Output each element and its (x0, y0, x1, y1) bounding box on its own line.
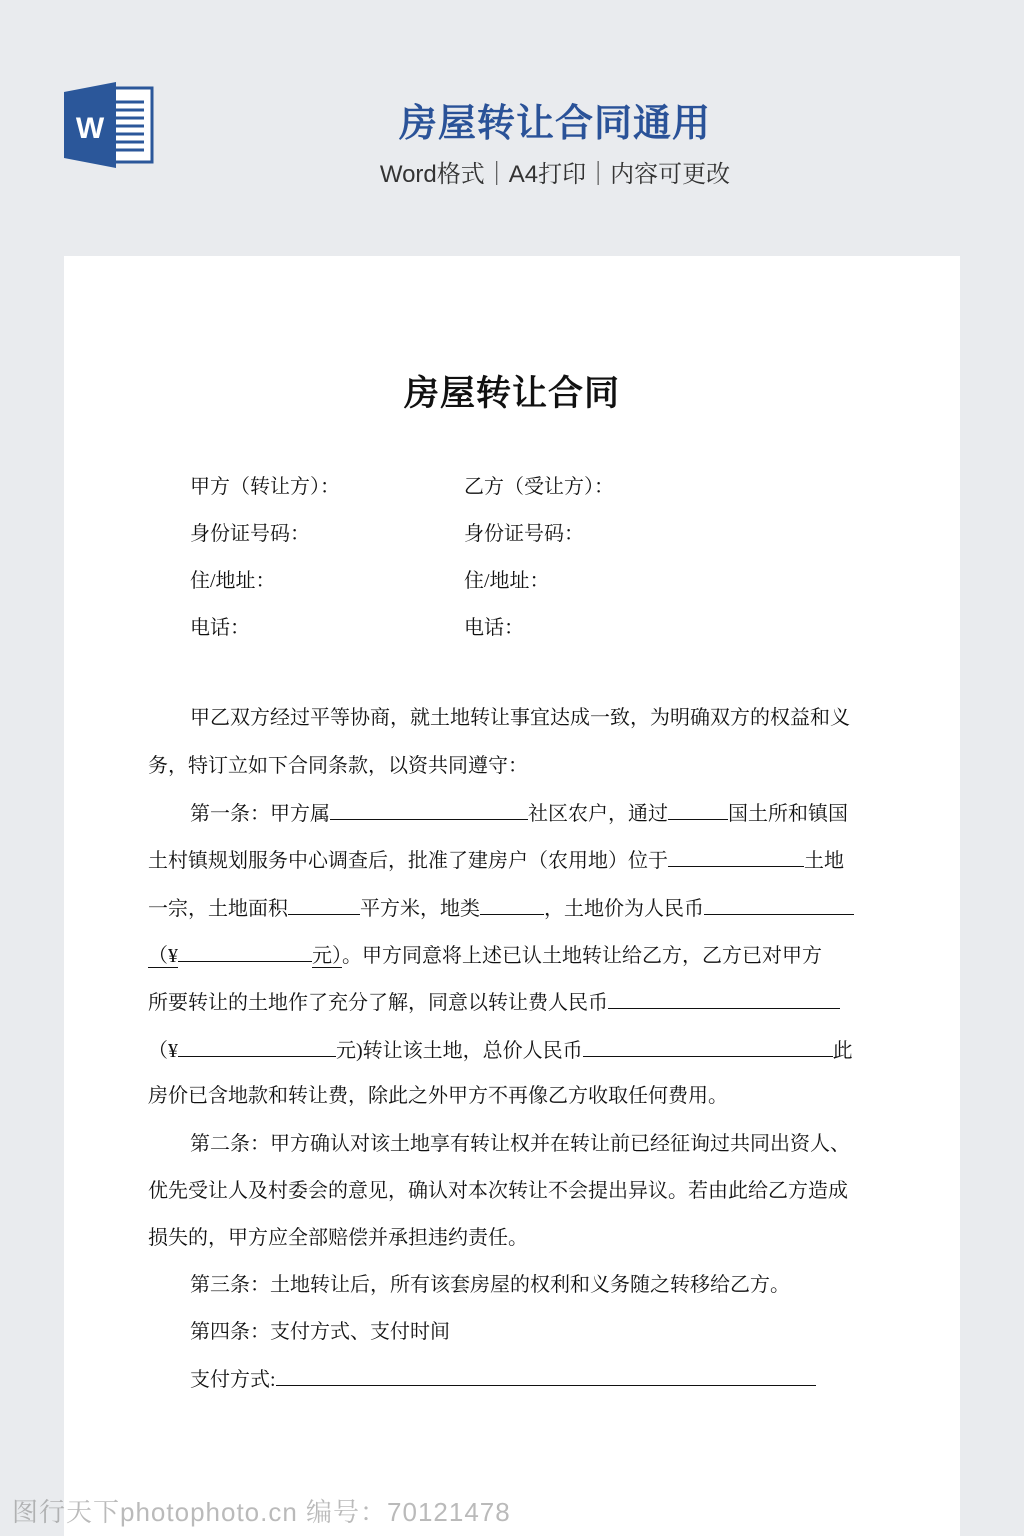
article-1-text: 此 (832, 1040, 853, 1062)
blank-community (330, 799, 528, 820)
article-1-text: 第一条：甲方属 (190, 803, 330, 825)
document-title: 房屋转让合同 (403, 374, 620, 413)
party-name-row (190, 470, 890, 500)
party-b-name-label: 乙方（受让方）： (464, 476, 614, 498)
article-1-line-6 (148, 1036, 853, 1065)
article-4: 第四条：支付方式、支付时间 (190, 1321, 450, 1343)
blank-area (288, 894, 360, 915)
article-1-line-1 (190, 799, 848, 828)
svg-text:W: W (75, 112, 105, 145)
blank-total-price (583, 1036, 833, 1057)
article-1-line-7: 房价已含地款和转让费，除此之外甲方不再像乙方收取任何费用。 (148, 1085, 728, 1107)
party-a-address-label: 住/地址： (190, 570, 276, 592)
blank-location (668, 846, 804, 867)
banner-subtitle: Word格式｜A4打印｜内容可更改 (379, 161, 731, 188)
blank-land-type (480, 894, 544, 915)
article-1-text: 元） (312, 945, 342, 967)
article-2-line-2: 优先受让人及村委会的意见，确认对本次转让不会提出异议。若由此给乙方造成 (148, 1180, 848, 1202)
article-1-text: 元)转让该土地，总价人民币 (336, 1040, 583, 1062)
party-a-name-label: 甲方（转让方）： (190, 476, 340, 498)
blank-land-office (668, 799, 728, 820)
article-1-text: ，土地价为人民币 (544, 898, 704, 920)
party-id-row (190, 517, 890, 547)
article-3: 第三条：土地转让后，所有该套房屋的权利和义务随之转移给乙方。 (190, 1274, 790, 1296)
article-1-text: 国土所和镇国 (728, 803, 848, 825)
article-1-text: 土村镇规划服务中心调查后，批准了建房户（农用地）位于 (148, 850, 668, 872)
payment-method-line (190, 1365, 816, 1394)
article-1-text: 社区农户，通过 (528, 803, 668, 825)
article-1-line-4 (148, 941, 822, 970)
article-1-text: （¥ (148, 945, 178, 967)
party-b-id-label: 身份证号码： (464, 523, 584, 545)
watermark-text: 图行天下photophoto.cn 编号：70121478 (12, 1497, 511, 1527)
party-phone-row (190, 611, 890, 641)
party-a-phone-label: 电话： (190, 617, 250, 639)
article-1-text: 平方米，地类 (360, 898, 480, 920)
intro-line-1: 甲乙双方经过平等协商，就土地转让事宜达成一致，为明确双方的权益和义 (190, 707, 850, 729)
party-a-id-label: 身份证号码： (190, 523, 310, 545)
party-b-phone-label: 电话： (464, 617, 524, 639)
article-1-text: 所要转让的土地作了充分了解，同意以转让费人民币 (148, 992, 608, 1014)
banner-header (0, 0, 1024, 230)
article-1-line-2 (148, 846, 844, 875)
article-1-line-3 (148, 894, 854, 923)
payment-method-label: 支付方式: (190, 1369, 276, 1391)
blank-payment-method (276, 1365, 816, 1386)
article-1-text: 。甲方同意将上述已认土地转让给乙方，乙方已对甲方 (342, 945, 822, 967)
article-2-line-3: 损失的，甲方应全部赔偿并承担违约责任。 (148, 1227, 528, 1249)
blank-yuan-amount (178, 941, 312, 962)
article-1-text: 一宗，土地面积 (148, 898, 288, 920)
article-1-line-5 (148, 988, 840, 1017)
banner-title: 房屋转让合同通用 (398, 103, 711, 145)
party-address-row (190, 564, 890, 594)
blank-land-price (704, 894, 854, 915)
word-document-icon (62, 80, 158, 170)
blank-transfer-fee (608, 988, 840, 1009)
article-2-line-1: 第二条：甲方确认对该土地享有转让权并在转让前已经征询过共同出资人、 (190, 1133, 850, 1155)
intro-line-2: 务，特订立如下合同条款，以资共同遵守： (148, 755, 528, 777)
document-page (64, 256, 960, 1536)
article-1-text: 土地 (804, 850, 844, 872)
blank-fee-yuan (178, 1036, 336, 1057)
party-b-address-label: 住/地址： (464, 570, 550, 592)
article-1-text: （¥ (148, 1040, 178, 1062)
